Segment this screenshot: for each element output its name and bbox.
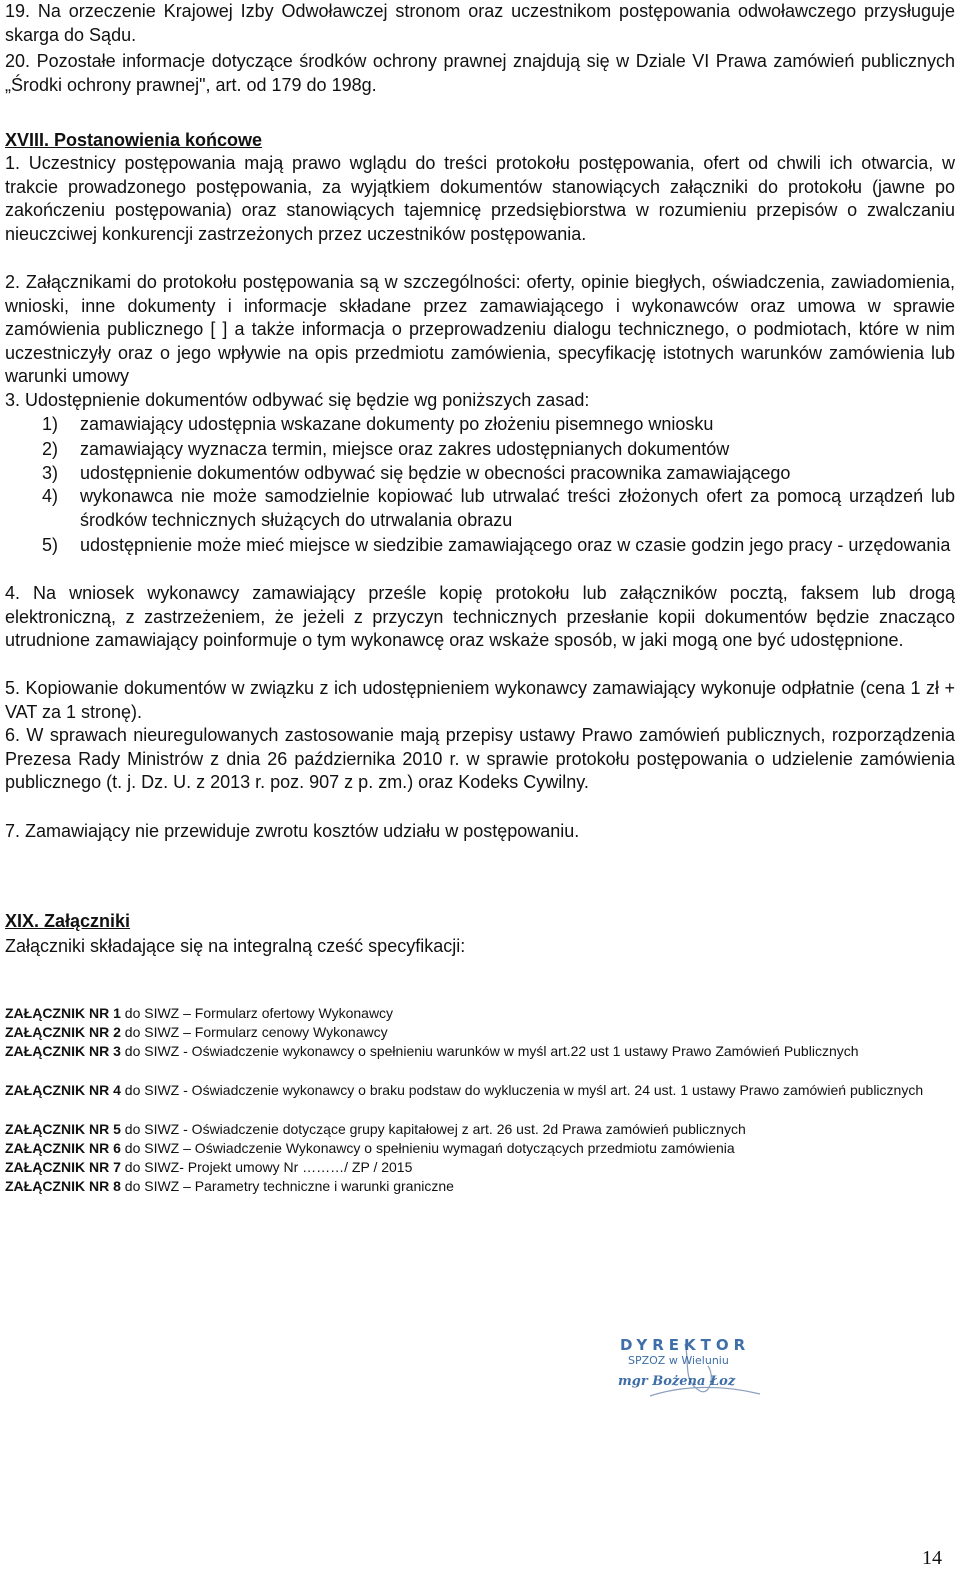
rule-number: 3) [42,463,59,483]
attachment-text: do SIWZ - Oświadczenie wykonawcy o spełnieniu warunków w myśl art.22 ust 1 ustawy Prawo Zamówień Publicznych [120,1043,859,1059]
attachment-item [5,1081,950,1100]
rule-item [42,438,955,462]
attachment-label: ZAŁĄCZNIK NR 6 [5,1140,121,1156]
attachment-label: ZAŁĄCZNIK NR 5 [5,1121,121,1137]
rule-number: 4) [42,486,59,506]
rule-text: wykonawca nie może samodzielnie kopiować lub utrwalać treści złożonych ofert za pomocą urządzeń lub środków technicznych służących do utrwalania obrazu [80,486,955,530]
rule-number: 1) [42,414,59,434]
rule-text: zamawiający wyznacza termin, miejsce oraz zakres udostępnianych dokumentów [80,439,730,459]
rule-item [42,462,955,486]
attachment-text: do SIWZ – Formularz cenowy Wykonawcy [120,1024,388,1040]
attachment-text: do SIWZ – Oświadczenie Wykonawcy o spełnieniu wymagań dotyczących przedmiotu zamówienia [120,1140,735,1156]
attachment-label: ZAŁĄCZNIK NR 4 [5,1082,121,1098]
attachment-text: do SIWZ – Parametry techniczne i warunki graniczne [120,1178,454,1194]
rule-text: zamawiający udostępnia wskazane dokumenty po złożeniu pisemnego wniosku [80,414,714,434]
final-provision-4: 4. Na wniosek wykonawcy zamawiający prześle kopię protokołu lub załączników pocztą, faksem lub drogą elektroniczną, z zastrzeżeniem, że jeżeli z przyczyn technicznych przesłanie kopii dokumentów będzie znacząco utrudnione zamawiający poinformuje o tym wykonawcę oraz wskaże sposób, w jaki mogą one być udostępnione. [5,583,955,650]
attachment-text: do SIWZ - Oświadczenie dotyczące grupy kapitałowej z art. 26 ust. 2d Prawa zamówień publicznych [120,1121,746,1137]
section-heading-xix: XIX. Załączniki [5,911,131,931]
handwritten-signature [590,1336,790,1416]
stamp-name: mgr Bożena Łoz [618,1374,736,1389]
attachment-item [5,1177,950,1196]
attachment-item [5,1120,950,1139]
rule-text: udostępnienie dokumentów odbywać się będzie w obecności pracownika zamawiającego [80,463,791,483]
rule-text: udostępnienie może mieć miejsce w siedzibie zamawiającego oraz w czasie godzin jego pracy - urzędowania [80,535,951,555]
final-provision-5: 5. Kopiowanie dokumentów w związku z ich udostępnieniem wykonawcy zamawiający wykonuje odpłatnie (cena 1 zł + VAT za 1 stronę). [5,678,955,722]
final-provision-1: 1. Uczestnicy postępowania mają prawo wglądu do treści protokołu postępowania, ofert od chwili ich otwarcia, w trakcie prowadzonego postępowania, za wyjątkiem dokumentów stanowiących załączniki do protokołu (jawne po zakończeniu postępowania) oraz stanowiących tajemnicę przedsiębiorstwa w rozumieniu przepisów o zwalczaniu nieuczciwej konkurencji zastrzeżonych przez uczestników postępowania. [5,153,955,244]
rule-item [42,485,955,532]
attachment-item [5,1023,950,1042]
attachment-text: do SIWZ – Formularz ofertowy Wykonawcy [120,1005,394,1021]
attachment-item [5,1004,950,1023]
attachment-label: ZAŁĄCZNIK NR 8 [5,1178,121,1194]
stamp-institution: SPZOZ w Wieluniu [628,1354,729,1367]
attachment-item [5,1158,950,1177]
rule-number: 5) [42,535,59,555]
attachments-intro: Załączniki składające się na integralną cześć specyfikacji: [5,936,466,956]
page-number: 14 [922,1547,942,1569]
attachment-label: ZAŁĄCZNIK NR 3 [5,1043,121,1059]
rule-number: 2) [42,439,59,459]
rule-item [42,413,955,437]
final-provision-7: 7. Zamawiający nie przewiduje zwrotu kosztów udziału w postępowaniu. [5,821,580,841]
final-provision-2: 2. Załącznikami do protokołu postępowania są w szczególności: oferty, opinie biegłych, oświadczenia, zawiadomienia, wnioski, inne dokumenty i informacje składane przez zamawiającego i wykonawców oraz umowa w sprawie zamówienia publicznego [ ] a także informacja o przeprowadzeniu dialogu technicznego, o podmiotach, które w nim uczestniczyły oraz o jego wpływie na opis przedmiotu zamówienia, specyfikację istotnych warunków zamówienia lub warunki umowy [5,272,955,386]
rule-item [42,534,955,558]
section-heading-xviii: XVIII. Postanowienia końcowe [5,130,263,150]
paragraph-20: 20. Pozostałe informacje dotyczące środków ochrony prawnej znajdują się w Dziale VI Prawa zamówień publicznych „Środki ochrony prawnej", art. od 179 do 198g. [5,51,955,95]
paragraph-19: 19. Na orzeczenie Krajowej Izby Odwoławczej stronom oraz uczestnikom postępowania odwoławczego przysługuje skarga do Sądu. [5,1,955,45]
attachment-item [5,1139,950,1158]
attachment-label: ZAŁĄCZNIK NR 1 [5,1005,121,1021]
final-provision-6: 6. W sprawach nieuregulowanych zastosowanie mają przepisy ustawy Prawo zamówień publicznych, rozporządzenia Prezesa Rady Ministrów z dnia 26 października 2010 r. w sprawie protokołu postępowania o udzielenie zamówienia publicznego (t. j. Dz. U. z 2013 r. poz. 907 z p. zm.) oraz Kodeks Cywilny. [5,725,955,792]
attachment-text: do SIWZ- Projekt umowy Nr ………/ ZP / 2015 [120,1159,413,1175]
attachment-text: do SIWZ - Oświadczenie wykonawcy o braku podstaw do wykluczenia w myśl art. 24 ust. 1 ustawy Prawo zamówień publicznych [120,1082,924,1098]
attachment-label: ZAŁĄCZNIK NR 2 [5,1024,121,1040]
stamp-title: DYREKTOR [620,1336,751,1354]
final-provision-3: 3. Udostępnienie dokumentów odbywać się będzie wg poniższych zasad: [5,390,590,410]
attachment-label: ZAŁĄCZNIK NR 7 [5,1159,121,1175]
attachment-item [5,1042,950,1061]
